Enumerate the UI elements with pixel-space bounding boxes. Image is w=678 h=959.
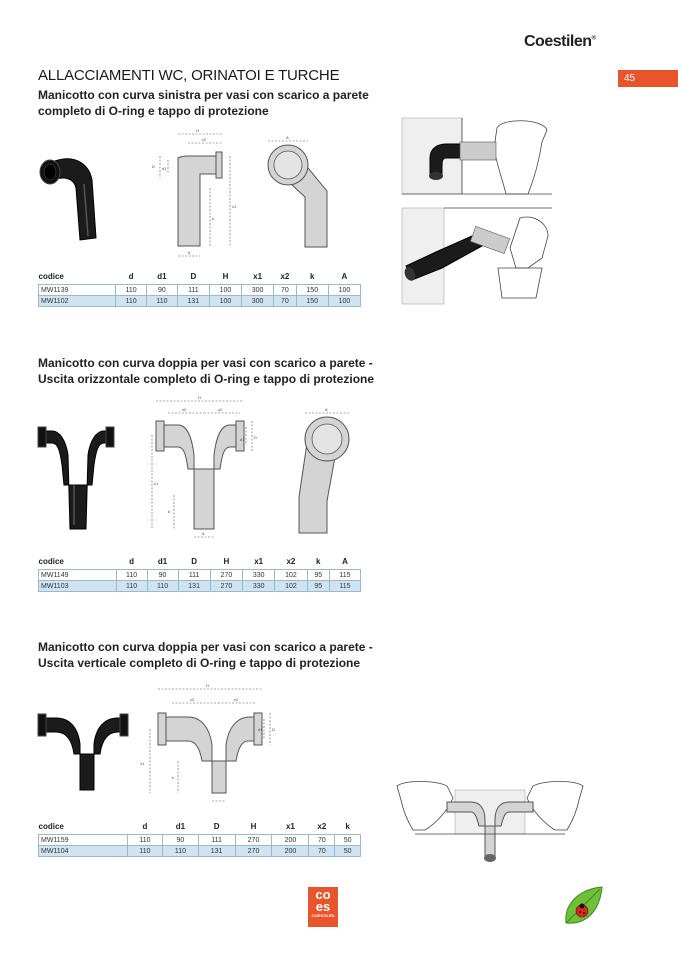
svg-text:x1: x1 [140,761,145,766]
table-row: MW1139 110 90 111 100 300 70 150 100 [39,285,361,296]
svg-text:H: H [206,683,209,688]
page-number-tab: 45 [618,70,678,87]
svg-text:H: H [198,395,201,400]
dim-label-x2: x2 [202,137,207,142]
dim-label-d: d [188,250,191,255]
installation-illustration-double-vertical [395,780,585,870]
table-row: MW1149 110 90 111 270 330 102 95 115 [39,570,361,581]
technical-drawing-double-vertical [140,683,275,808]
dim-label-d1: d1 [162,166,167,171]
svg-text:A: A [325,407,328,412]
table-row: MW1103 110 110 131 270 330 102 95 115 [39,581,361,592]
brand-logo: Coestilen® [524,33,596,50]
product-photo-elbow [36,150,106,245]
table-row: MW1159 110 90 111 270 200 70 50 [39,835,361,846]
technical-drawing-elbow-front [265,135,335,250]
svg-text:x2: x2 [190,697,195,702]
table-header-row: codice d d1 D H x1 x2 k [38,822,350,831]
coes-logo: co es COESTILEN [308,887,338,927]
svg-text:k: k [168,509,170,514]
leaf-ladybug-icon [560,885,605,930]
svg-text:x2: x2 [182,407,187,412]
technical-drawing-elbow-side [148,128,238,263]
svg-text:D: D [254,435,257,440]
dim-label-x1: x1 [232,204,237,209]
dim-label-D: D [152,164,155,169]
section-1-subtitle: Manicotto con curva sinistra per vasi con scarico a parete completo di O-ring e tappo di protezione [38,88,369,118]
section-3-subtitle: Manicotto con curva doppia per vasi con scarico a parete - Uscita verticale completo di O-ring e tappo di protezione [38,640,373,670]
table-header-row: codice d d1 D H x1 x2 k A [38,557,348,566]
spec-table-2 [38,556,361,592]
svg-text:d: d [202,531,205,536]
technical-drawing-double-side [295,405,365,535]
svg-text:D: D [272,727,275,732]
spec-table-1 [38,271,361,307]
product-photo-double-vertical [36,710,131,795]
svg-text:d1: d1 [258,727,263,732]
product-photo-double-horizontal [36,425,116,535]
svg-text:x2: x2 [218,407,223,412]
svg-text:d1: d1 [240,437,245,442]
table-row: MW1102 110 110 131 100 300 70 150 100 [39,296,361,307]
svg-text:x2: x2 [234,697,239,702]
svg-text:x1: x1 [154,481,159,486]
installation-illustration-elbow [402,118,552,306]
dim-label-A: A [286,135,289,140]
spec-table-3 [38,821,361,857]
dim-label-k: k [212,216,214,221]
section-2-subtitle: Manicotto con curva doppia per vasi con scarico a parete - Uscita orizzontale completo di O-ring e tappo di protezione [38,356,375,386]
svg-text:k: k [172,775,174,780]
page-title: ALLACCIAMENTI WC, ORINATOI E TURCHE [38,67,340,84]
table-row: MW1104 110 110 131 270 200 70 50 [39,846,361,857]
table-header-row: codice d d1 D H x1 x2 k A [38,272,348,281]
dim-label-H: H [196,128,199,133]
technical-drawing-double-horizontal [148,395,263,545]
